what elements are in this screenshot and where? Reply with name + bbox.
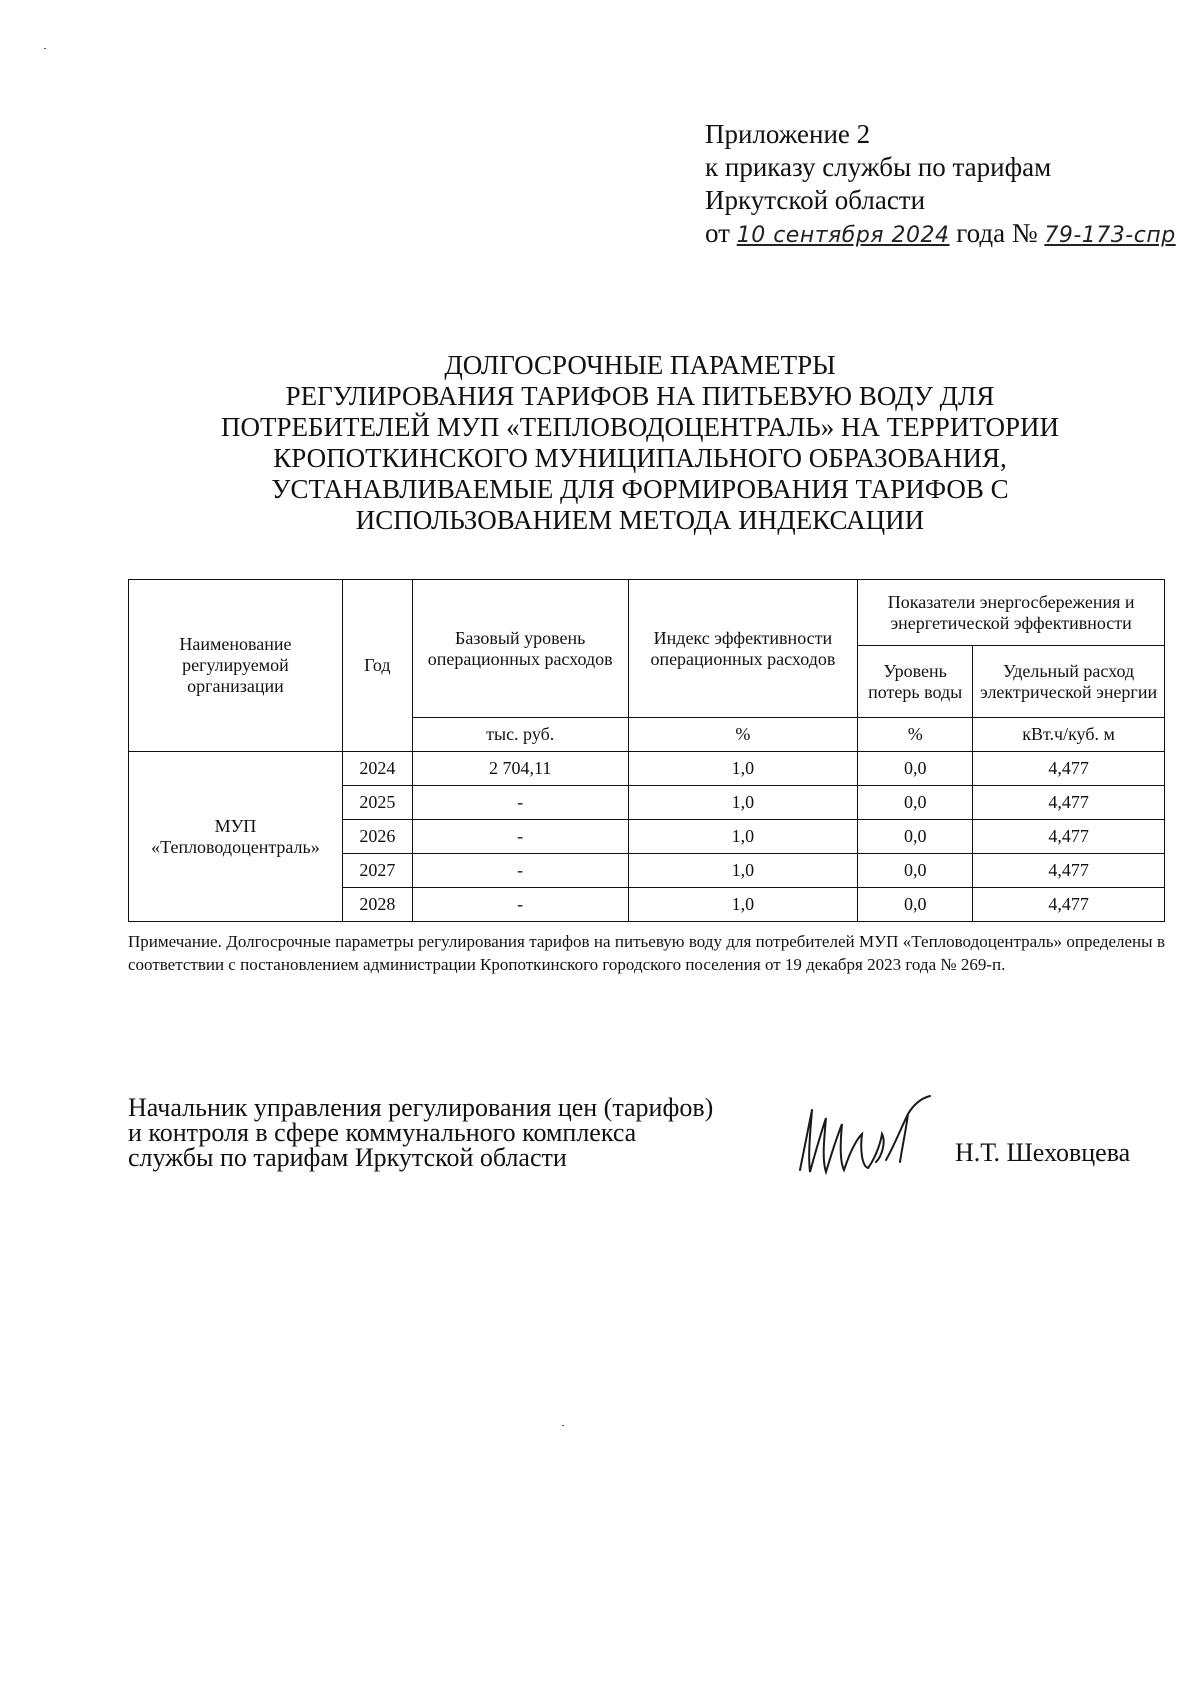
cell-index: 1,0	[628, 888, 858, 922]
title-line-3: ПОТРЕБИТЕЛЕЙ МУП «ТЕПЛОВОДОЦЕНТРАЛЬ» НА ТЕРРИТОРИИ	[221, 412, 1059, 442]
header-losses: Уровень потерь воды	[858, 646, 973, 718]
handwritten-date: 10 сентября 2024	[736, 223, 950, 248]
unit-index: %	[628, 718, 858, 752]
cell-losses: 0,0	[858, 786, 973, 820]
approval-line-2: к приказу службы по тарифам	[705, 152, 1052, 182]
handwritten-signature	[790, 1090, 960, 1180]
position-line-3: службы по тарифам Иркутской области	[128, 1143, 567, 1172]
cell-index: 1,0	[628, 820, 858, 854]
cell-base: -	[412, 854, 628, 888]
title-line-1: ДОЛГОСРОЧНЫЕ ПАРАМЕТРЫ	[444, 350, 836, 380]
org-name-cell: МУП «Тепловодоцентраль»	[129, 752, 343, 922]
cell-losses: 0,0	[858, 854, 973, 888]
cell-electricity: 4,477	[973, 752, 1165, 786]
scan-speck	[562, 1425, 564, 1426]
cell-index: 1,0	[628, 786, 858, 820]
scan-speck	[44, 48, 46, 49]
year-word: года №	[956, 218, 1038, 248]
title-line-4: КРОПОТКИНСКОГО МУНИЦИПАЛЬНОГО ОБРАЗОВАНИЯ,	[273, 443, 1007, 473]
cell-year: 2027	[342, 854, 412, 888]
title-line-5: УСТАНАВЛИВАЕМЫЕ ДЛЯ ФОРМИРОВАНИЯ ТАРИФОВ С	[271, 474, 1009, 504]
cell-losses: 0,0	[858, 820, 973, 854]
cell-base: -	[412, 820, 628, 854]
unit-losses: %	[858, 718, 973, 752]
handwritten-number: 79-173-спр	[1044, 223, 1176, 248]
cell-electricity: 4,477	[973, 888, 1165, 922]
position-line-1: Начальник управления регулирования цен (тарифов)	[128, 1093, 714, 1122]
cell-year: 2028	[342, 888, 412, 922]
cell-year: 2026	[342, 820, 412, 854]
cell-year: 2024	[342, 752, 412, 786]
cell-electricity: 4,477	[973, 854, 1165, 888]
cell-base: -	[412, 786, 628, 820]
cell-base: 2 704,11	[412, 752, 628, 786]
table-note: Примечание. Долгосрочные параметры регулирования тарифов на питьевую воду для потребителей МУП «Тепловодоцентраль» определены в соответствии с постановлением администрации Кропоткинского городского поселения от 19 декабря 2023 года № 269-п.	[128, 932, 1165, 974]
position-line-2: и контроля в сфере коммунального комплекса	[128, 1118, 637, 1147]
header-energy-group: Показатели энергосбережения и энергетической эффективности	[858, 580, 1165, 646]
cell-losses: 0,0	[858, 752, 973, 786]
approval-line-1: Приложение 2	[705, 119, 871, 149]
header-index: Индекс эффективности операционных расходов	[628, 580, 858, 718]
approval-stamp	[705, 118, 1175, 252]
cell-electricity: 4,477	[973, 786, 1165, 820]
title-line-6: ИСПОЛЬЗОВАНИЕМ МЕТОДА ИНДЕКСАЦИИ	[355, 505, 925, 535]
header-org: Наименование регулируемой организации	[129, 580, 343, 752]
unit-base: тыс. руб.	[412, 718, 628, 752]
cell-electricity: 4,477	[973, 820, 1165, 854]
document-title	[175, 350, 1105, 536]
date-prefix: от	[705, 218, 730, 248]
header-year: Год	[342, 580, 412, 752]
title-line-2: РЕГУЛИРОВАНИЯ ТАРИФОВ НА ПИТЬЕВУЮ ВОДУ ДЛЯ	[285, 381, 995, 411]
header-electricity: Удельный расход электрической энергии	[973, 646, 1165, 718]
cell-losses: 0,0	[858, 888, 973, 922]
approval-line-3: Иркутской области	[705, 185, 926, 215]
parameters-table	[128, 579, 1165, 922]
signer-name: Н.Т. Шеховцева	[955, 1138, 1131, 1167]
unit-electricity: кВт.ч/куб. м	[973, 718, 1165, 752]
cell-index: 1,0	[628, 752, 858, 786]
header-base: Базовый уровень операционных расходов	[412, 580, 628, 718]
table-row	[129, 752, 1165, 786]
signatory-position	[128, 1095, 808, 1170]
cell-year: 2025	[342, 786, 412, 820]
cell-base: -	[412, 888, 628, 922]
cell-index: 1,0	[628, 854, 858, 888]
approval-date-line	[705, 217, 1175, 252]
